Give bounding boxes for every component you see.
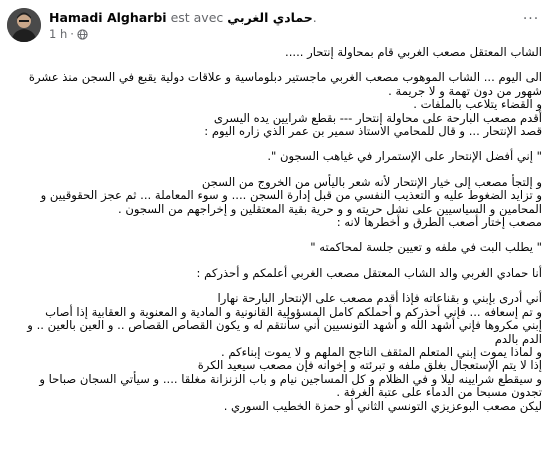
author-avatar[interactable] <box>7 8 41 42</box>
post-text-line: أنا حمادي الغربي والد الشاب المعتقل مصعب الغربي أعلمكم و أحذركم : <box>196 265 542 280</box>
tagged-user[interactable]: حمادي الغربي <box>227 10 313 25</box>
post-text-line: و إلتجأ مصعب إلى خيار الإنتحار لأنه شعر باليأس من الخروج من السجن <box>201 174 542 189</box>
post-text-line: و تزايد الضغوط عليه و التعذيب النفسي من قبل إدارة السجن .... و سوء المعاملة ... ثم عجز الحقوقيين و <box>40 188 542 203</box>
more-options-icon[interactable]: ··· <box>522 11 540 27</box>
post-text-line: و تم إسعافه ... فإني أحذركم و أحملكم كامل المسؤولية القانونية و المادية و المعنوية و العقابية إذا أصاب <box>45 304 542 319</box>
profile-photo-icon <box>7 8 41 42</box>
meta-separator: · <box>70 27 74 41</box>
post-body <box>10 46 542 413</box>
post-text-line: مصعب إختار أصعب الطرق و أخطرها لانه : <box>336 215 542 230</box>
post-text-line: و لماذا يموت إبني المتعلم المثقف الناجح الملهم و لا يموت إبناءكم . <box>220 344 542 359</box>
post-meta <box>49 27 88 41</box>
post-text-line: شهور من دون تهمة و لا جريمة . <box>388 83 542 98</box>
post-text-line: أقدم مصعب البارحة على محاولة إنتحار --- بقطع شرايين يده اليسرى <box>213 110 542 125</box>
post-text-line: و القضاء يتلاعب بالملفات . <box>413 97 542 112</box>
with-text: est avec <box>170 10 224 25</box>
author-name[interactable]: Hamadi Algharbi <box>49 10 167 25</box>
tagged-suffix: . <box>312 10 317 25</box>
post-text-line: " إني أفضل الإنتحار على الإستمرار في غياهب السجون ". <box>267 149 542 164</box>
post-text-line: المحامين و السياسيين على نشل حريته و و حرية بقية المعتقلين و إخراجهم من السجون . <box>117 201 542 216</box>
post-text-line: إبني مكروها فإني أشهد الله و أشهد التونسيين أني سأنتقم له و يكون القصاص القصاص .. و العين بالعين .. و <box>27 318 542 333</box>
post-text-line: الى اليوم ... الشاب الموهوب مصعب الغربي ماجستير دبلوماسية و علاقات دولية يقبع في السجن منذ عشرة <box>28 70 542 85</box>
post-text-line: تجدون مسبحا من الدماء على عتبة الغرفة . <box>336 385 542 400</box>
post-text-line: قصد الإنتحار ... و قال للمحامي الاستاذ سمير بن عمر الذي زاره اليوم : <box>204 124 542 139</box>
author-line <box>49 10 317 26</box>
globe-icon[interactable] <box>77 29 88 40</box>
post-text-line: الشاب المعتقل مصعب الغربي قام بمحاولة إنتحار ..... <box>285 45 542 59</box>
post-text-line: أني أدرى بإبني و بقناعاته فإذا أقدم مصعب على الإنتحار البارحة نهارا <box>217 291 542 306</box>
post-text-line: " يطلب البت في ملفه و تعيين جلسة لمحاكمته " <box>310 240 542 255</box>
post-header <box>0 0 550 46</box>
post-text-line: إذا لا يتم الإستعجال بغلق ملفه و تبرئته و إخوانه فإن مصعب سيعيد الكرة <box>197 358 542 373</box>
post-text-line: ليكن مصعب البوعزيزي التونسي الثاني أو حمزة الخطيب السوري . <box>223 398 542 413</box>
post-text-line: الدم بالدم <box>494 331 542 346</box>
post-time[interactable]: 1 h <box>49 27 68 41</box>
post-text-line: و سيقطع شرايينه ليلا و في الظلام و كل المساجين نيام و باب الزنزانة مغلقا .... و سيأتي السجان صباحا و <box>39 371 542 386</box>
